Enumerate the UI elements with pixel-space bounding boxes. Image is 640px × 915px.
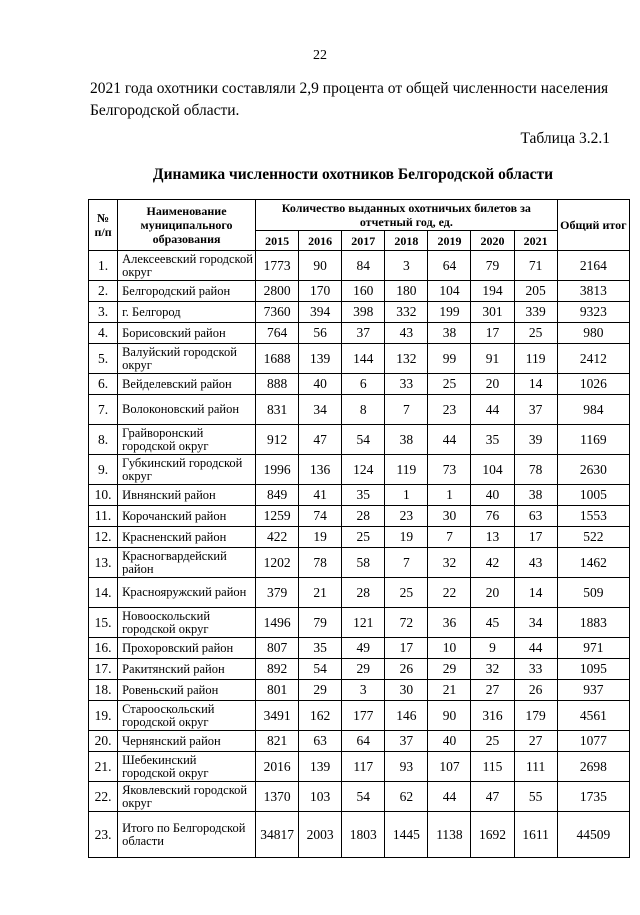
municipality-name: Алексеевский городской округ <box>118 251 256 281</box>
table-row <box>89 302 630 323</box>
row-number: 12. <box>89 527 118 548</box>
table-row <box>89 374 630 395</box>
year-value: 139 <box>299 344 342 374</box>
year-value: 146 <box>385 701 428 731</box>
year-value: 38 <box>428 323 471 344</box>
year-value: 1138 <box>428 812 471 858</box>
row-total: 2630 <box>557 455 629 485</box>
year-value: 14 <box>514 374 557 395</box>
year-value: 40 <box>471 485 514 506</box>
year-value: 19 <box>385 527 428 548</box>
year-value: 111 <box>514 752 557 782</box>
year-value: 2016 <box>256 752 299 782</box>
row-total: 984 <box>557 395 629 425</box>
row-total: 4561 <box>557 701 629 731</box>
year-value: 63 <box>299 731 342 752</box>
year-value: 29 <box>299 680 342 701</box>
municipality-name: Валуйский городской округ <box>118 344 256 374</box>
year-value: 72 <box>385 608 428 638</box>
year-value: 38 <box>514 485 557 506</box>
year-value: 104 <box>428 281 471 302</box>
year-value: 888 <box>256 374 299 395</box>
year-value: 831 <box>256 395 299 425</box>
table-row <box>89 680 630 701</box>
table-body <box>89 251 630 858</box>
year-value: 6 <box>342 374 385 395</box>
year-value: 1202 <box>256 548 299 578</box>
year-value: 19 <box>299 527 342 548</box>
row-total: 2698 <box>557 752 629 782</box>
year-value: 3491 <box>256 701 299 731</box>
header-year: 2018 <box>385 231 428 251</box>
year-value: 892 <box>256 659 299 680</box>
year-value: 47 <box>471 782 514 812</box>
table-row <box>89 344 630 374</box>
year-value: 13 <box>471 527 514 548</box>
year-value: 79 <box>299 608 342 638</box>
year-value: 7360 <box>256 302 299 323</box>
year-value: 84 <box>342 251 385 281</box>
year-value: 332 <box>385 302 428 323</box>
municipality-name: Шебекинский городской округ <box>118 752 256 782</box>
year-value: 2800 <box>256 281 299 302</box>
year-value: 119 <box>514 344 557 374</box>
year-value: 37 <box>385 731 428 752</box>
municipality-name: Чернянский район <box>118 731 256 752</box>
year-value: 34 <box>514 608 557 638</box>
year-value: 28 <box>342 506 385 527</box>
row-total: 1005 <box>557 485 629 506</box>
table-row <box>89 782 630 812</box>
year-value: 162 <box>299 701 342 731</box>
year-value: 170 <box>299 281 342 302</box>
table-row <box>89 485 630 506</box>
municipality-name: Ивнянский район <box>118 485 256 506</box>
row-number: 2. <box>89 281 118 302</box>
year-value: 21 <box>428 680 471 701</box>
year-value: 121 <box>342 608 385 638</box>
row-total: 44509 <box>557 812 629 858</box>
year-value: 10 <box>428 638 471 659</box>
row-number: 23. <box>89 812 118 858</box>
year-value: 71 <box>514 251 557 281</box>
year-value: 30 <box>428 506 471 527</box>
year-value: 26 <box>385 659 428 680</box>
row-number: 3. <box>89 302 118 323</box>
table-row <box>89 731 630 752</box>
row-number: 8. <box>89 425 118 455</box>
year-value: 1611 <box>514 812 557 858</box>
year-value: 1688 <box>256 344 299 374</box>
year-value: 49 <box>342 638 385 659</box>
header-tickets: Количество выданных охотничьих билетов за отчетный год, ед. <box>256 200 558 231</box>
year-value: 44 <box>471 395 514 425</box>
table-row <box>89 281 630 302</box>
row-number: 4. <box>89 323 118 344</box>
year-value: 1 <box>428 485 471 506</box>
table-row <box>89 752 630 782</box>
table-row <box>89 323 630 344</box>
municipality-name: Борисовский район <box>118 323 256 344</box>
year-value: 45 <box>471 608 514 638</box>
year-value: 132 <box>385 344 428 374</box>
row-number: 22. <box>89 782 118 812</box>
year-value: 20 <box>471 578 514 608</box>
table-row <box>89 812 630 858</box>
row-total: 3813 <box>557 281 629 302</box>
year-value: 99 <box>428 344 471 374</box>
row-number: 20. <box>89 731 118 752</box>
year-value: 1692 <box>471 812 514 858</box>
year-value: 25 <box>471 731 514 752</box>
year-value: 394 <box>299 302 342 323</box>
year-value: 422 <box>256 527 299 548</box>
header-year: 2015 <box>256 231 299 251</box>
row-total: 1169 <box>557 425 629 455</box>
municipality-name: Губкинский городской округ <box>118 455 256 485</box>
row-total: 971 <box>557 638 629 659</box>
page-number: 22 <box>313 48 327 63</box>
year-value: 8 <box>342 395 385 425</box>
table-row <box>89 578 630 608</box>
year-value: 93 <box>385 752 428 782</box>
year-value: 43 <box>385 323 428 344</box>
year-value: 1370 <box>256 782 299 812</box>
row-total: 1462 <box>557 548 629 578</box>
municipality-name: Корочанский район <box>118 506 256 527</box>
year-value: 179 <box>514 701 557 731</box>
row-total: 1735 <box>557 782 629 812</box>
row-number: 16. <box>89 638 118 659</box>
year-value: 107 <box>428 752 471 782</box>
year-value: 27 <box>471 680 514 701</box>
year-value: 26 <box>514 680 557 701</box>
year-value: 136 <box>299 455 342 485</box>
year-value: 25 <box>514 323 557 344</box>
year-value: 194 <box>471 281 514 302</box>
table-row <box>89 395 630 425</box>
year-value: 199 <box>428 302 471 323</box>
year-value: 35 <box>299 638 342 659</box>
year-value: 38 <box>385 425 428 455</box>
year-value: 912 <box>256 425 299 455</box>
header-num: № п/п <box>89 200 118 251</box>
year-value: 7 <box>385 395 428 425</box>
row-number: 18. <box>89 680 118 701</box>
year-value: 1 <box>385 485 428 506</box>
year-value: 44 <box>428 782 471 812</box>
year-value: 62 <box>385 782 428 812</box>
year-value: 90 <box>299 251 342 281</box>
municipality-name: Яковлевский городской округ <box>118 782 256 812</box>
year-value: 25 <box>428 374 471 395</box>
year-value: 25 <box>342 527 385 548</box>
row-total: 522 <box>557 527 629 548</box>
table-row <box>89 455 630 485</box>
year-value: 35 <box>342 485 385 506</box>
municipality-name: Краснояружский район <box>118 578 256 608</box>
year-value: 119 <box>385 455 428 485</box>
row-total: 1883 <box>557 608 629 638</box>
row-total: 9323 <box>557 302 629 323</box>
year-value: 764 <box>256 323 299 344</box>
year-value: 36 <box>428 608 471 638</box>
year-value: 37 <box>514 395 557 425</box>
year-value: 30 <box>385 680 428 701</box>
year-value: 160 <box>342 281 385 302</box>
year-value: 17 <box>385 638 428 659</box>
municipality-name: Красненский район <box>118 527 256 548</box>
year-value: 139 <box>299 752 342 782</box>
year-value: 79 <box>471 251 514 281</box>
row-number: 14. <box>89 578 118 608</box>
table-row <box>89 608 630 638</box>
year-value: 54 <box>342 425 385 455</box>
year-value: 54 <box>342 782 385 812</box>
row-number: 6. <box>89 374 118 395</box>
table-row <box>89 548 630 578</box>
municipality-name: Ракитянский район <box>118 659 256 680</box>
year-value: 91 <box>471 344 514 374</box>
year-value: 90 <box>428 701 471 731</box>
year-value: 1773 <box>256 251 299 281</box>
table-row <box>89 506 630 527</box>
year-value: 3 <box>385 251 428 281</box>
municipality-name: Волоконовский район <box>118 395 256 425</box>
year-value: 41 <box>299 485 342 506</box>
year-value: 44 <box>428 425 471 455</box>
row-total: 2412 <box>557 344 629 374</box>
year-value: 1996 <box>256 455 299 485</box>
table-title: Динамика численности охотников Белгородской области <box>152 166 554 183</box>
year-value: 32 <box>428 548 471 578</box>
municipality-name: Старооскольский городской округ <box>118 701 256 731</box>
table-row <box>89 638 630 659</box>
row-number: 13. <box>89 548 118 578</box>
table-row <box>89 701 630 731</box>
table-caption: Таблица 3.2.1 <box>520 130 610 147</box>
row-number: 11. <box>89 506 118 527</box>
year-value: 35 <box>471 425 514 455</box>
table-row <box>89 527 630 548</box>
year-value: 807 <box>256 638 299 659</box>
row-total: 509 <box>557 578 629 608</box>
year-value: 17 <box>514 527 557 548</box>
municipality-name: Красногвардейский район <box>118 548 256 578</box>
year-value: 40 <box>299 374 342 395</box>
year-value: 14 <box>514 578 557 608</box>
year-value: 39 <box>514 425 557 455</box>
header-year: 2017 <box>342 231 385 251</box>
row-number: 19. <box>89 701 118 731</box>
municipality-name: Новооскольский городской округ <box>118 608 256 638</box>
table-row <box>89 659 630 680</box>
year-value: 379 <box>256 578 299 608</box>
municipality-name: Вейделевский район <box>118 374 256 395</box>
year-value: 7 <box>428 527 471 548</box>
year-value: 3 <box>342 680 385 701</box>
row-number: 17. <box>89 659 118 680</box>
year-value: 22 <box>428 578 471 608</box>
year-value: 78 <box>299 548 342 578</box>
year-value: 64 <box>428 251 471 281</box>
table-row <box>89 425 630 455</box>
year-value: 301 <box>471 302 514 323</box>
year-value: 177 <box>342 701 385 731</box>
row-number: 21. <box>89 752 118 782</box>
municipality-name: Белгородский район <box>118 281 256 302</box>
year-value: 1445 <box>385 812 428 858</box>
year-value: 103 <box>299 782 342 812</box>
year-value: 44 <box>514 638 557 659</box>
year-value: 34817 <box>256 812 299 858</box>
year-value: 28 <box>342 578 385 608</box>
year-value: 78 <box>514 455 557 485</box>
year-value: 21 <box>299 578 342 608</box>
row-total: 2164 <box>557 251 629 281</box>
year-value: 63 <box>514 506 557 527</box>
year-value: 54 <box>299 659 342 680</box>
year-value: 23 <box>428 395 471 425</box>
year-value: 73 <box>428 455 471 485</box>
row-number: 5. <box>89 344 118 374</box>
header-year: 2019 <box>428 231 471 251</box>
year-value: 1496 <box>256 608 299 638</box>
row-total: 980 <box>557 323 629 344</box>
year-value: 1259 <box>256 506 299 527</box>
year-value: 58 <box>342 548 385 578</box>
row-total: 1095 <box>557 659 629 680</box>
row-total: 937 <box>557 680 629 701</box>
row-number: 9. <box>89 455 118 485</box>
year-value: 7 <box>385 548 428 578</box>
year-value: 27 <box>514 731 557 752</box>
year-value: 64 <box>342 731 385 752</box>
header-name: Наименование муниципального образования <box>118 200 256 251</box>
year-value: 104 <box>471 455 514 485</box>
year-value: 56 <box>299 323 342 344</box>
year-value: 144 <box>342 344 385 374</box>
year-value: 339 <box>514 302 557 323</box>
year-value: 1803 <box>342 812 385 858</box>
year-value: 2003 <box>299 812 342 858</box>
year-value: 9 <box>471 638 514 659</box>
year-value: 398 <box>342 302 385 323</box>
year-value: 115 <box>471 752 514 782</box>
municipality-name: Итого по Белгородской области <box>118 812 256 858</box>
table-row <box>89 251 630 281</box>
year-value: 76 <box>471 506 514 527</box>
year-value: 29 <box>428 659 471 680</box>
year-value: 25 <box>385 578 428 608</box>
row-total: 1026 <box>557 374 629 395</box>
row-total: 1553 <box>557 506 629 527</box>
row-number: 10. <box>89 485 118 506</box>
hunters-table <box>88 199 630 858</box>
year-value: 42 <box>471 548 514 578</box>
municipality-name: Ровеньский район <box>118 680 256 701</box>
header-year: 2020 <box>471 231 514 251</box>
row-total: 1077 <box>557 731 629 752</box>
year-value: 34 <box>299 395 342 425</box>
year-value: 43 <box>514 548 557 578</box>
year-value: 40 <box>428 731 471 752</box>
year-value: 117 <box>342 752 385 782</box>
year-value: 20 <box>471 374 514 395</box>
year-value: 821 <box>256 731 299 752</box>
year-value: 33 <box>514 659 557 680</box>
year-value: 29 <box>342 659 385 680</box>
year-value: 32 <box>471 659 514 680</box>
header-total: Общий итог <box>557 200 629 251</box>
municipality-name: Прохоровский район <box>118 638 256 659</box>
municipality-name: Грайворонский городской округ <box>118 425 256 455</box>
municipality-name: г. Белгород <box>118 302 256 323</box>
year-value: 33 <box>385 374 428 395</box>
year-value: 316 <box>471 701 514 731</box>
year-value: 205 <box>514 281 557 302</box>
year-value: 74 <box>299 506 342 527</box>
header-year: 2016 <box>299 231 342 251</box>
row-number: 1. <box>89 251 118 281</box>
year-value: 23 <box>385 506 428 527</box>
header-year: 2021 <box>514 231 557 251</box>
year-value: 55 <box>514 782 557 812</box>
year-value: 17 <box>471 323 514 344</box>
year-value: 47 <box>299 425 342 455</box>
year-value: 801 <box>256 680 299 701</box>
year-value: 180 <box>385 281 428 302</box>
intro-paragraph: 2021 года охотники составляли 2,9 процента от общей численности населения Белгородской области. <box>90 80 609 119</box>
year-value: 37 <box>342 323 385 344</box>
year-value: 124 <box>342 455 385 485</box>
year-value: 849 <box>256 485 299 506</box>
row-number: 15. <box>89 608 118 638</box>
row-number: 7. <box>89 395 118 425</box>
